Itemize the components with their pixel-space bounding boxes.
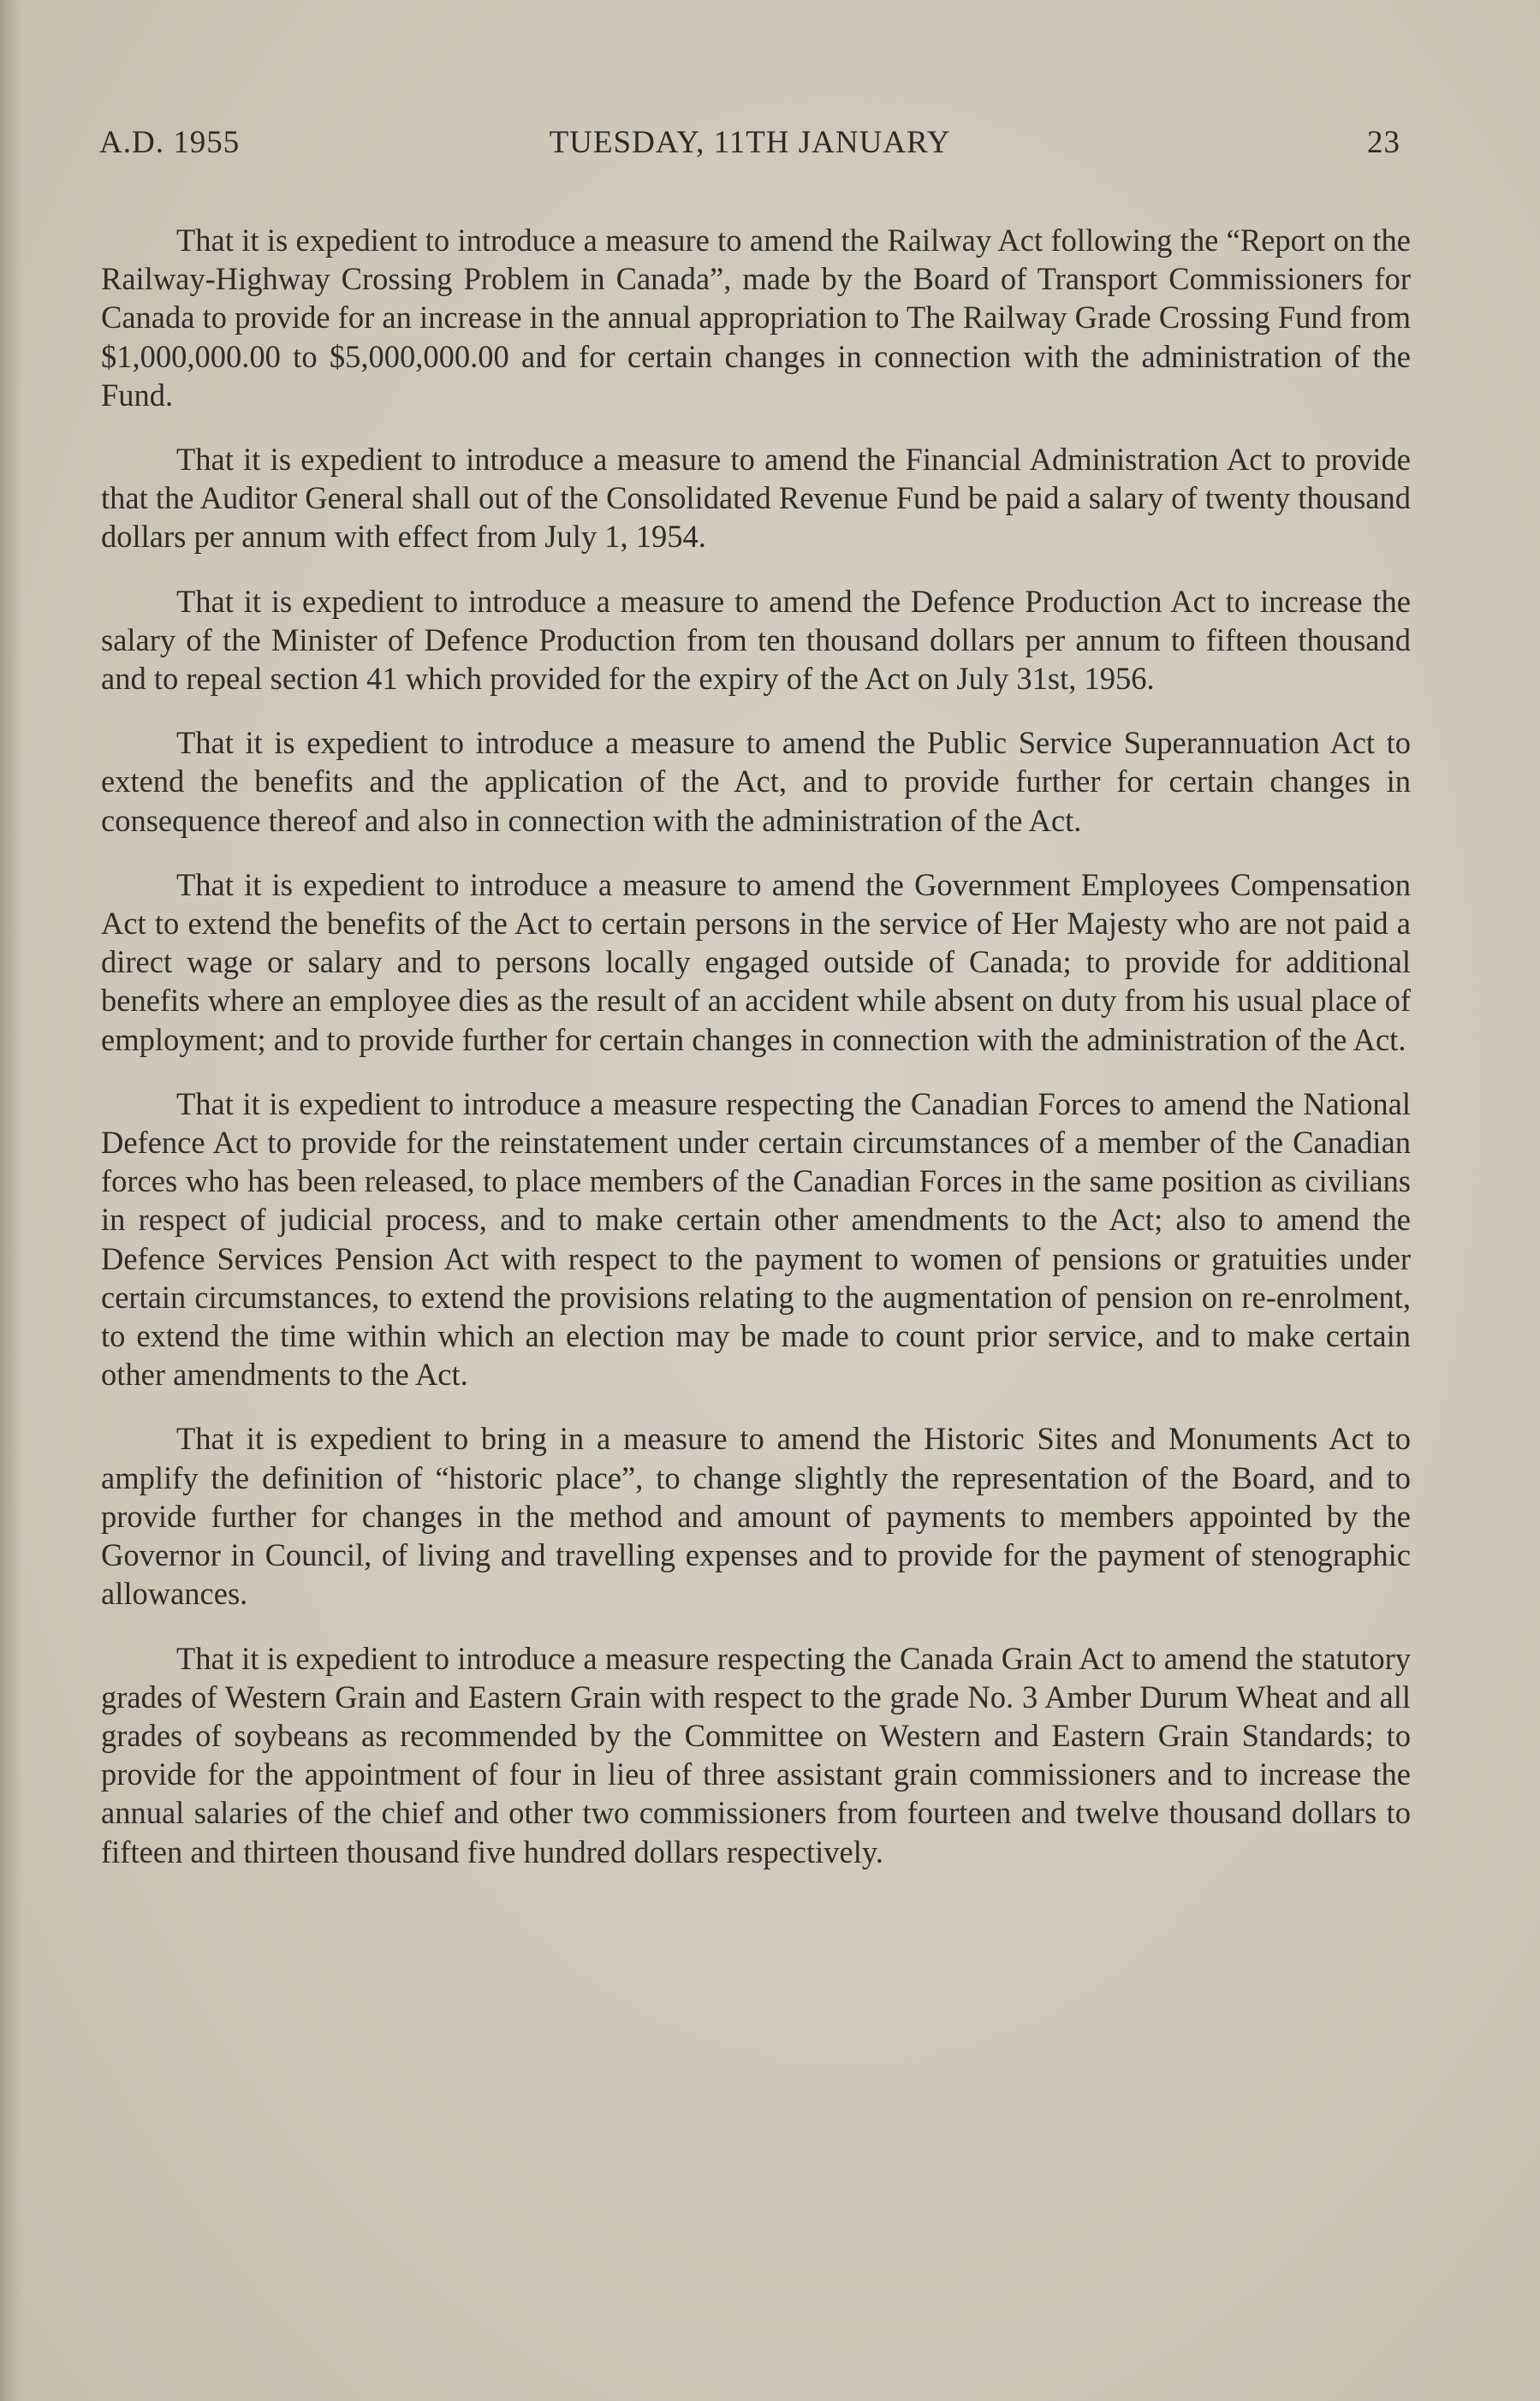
paragraph-public-service-superannuation-act: That it is expedient to introduce a measure to amend the Public Service Superannuation Act to extend the benefits and the application of the Act, and to provide further for certain changes in consequence thereof and also in connection with the administration of the Act.: [101, 725, 1411, 838]
paragraph-canadian-forces: That it is expedient to introduce a measure respecting the Canadian Forces to amend the National Defence Act to provide for the reinstatement under certain circumstances of a member of the Canadian forces who has been released, to place members of the Canadian Forces in the same position as civilians in respect of judicial process, and to make certain other amendments to the Act; also to amend the Defence Services Pension Act with respect to the payment to women of pensions or gratuities under certain circumstances, to extend the provisions relating to the augmentation of pension on re-enrolment, to extend the time within which an election may be made to count prior service, and to make certain other amendments to the Act.: [101, 1085, 1411, 1393]
header-year: A.D. 1955: [99, 125, 241, 160]
header-date: TUESDAY, 11TH JANUARY: [549, 125, 951, 160]
document-body: [101, 221, 1411, 1897]
page-header: [99, 124, 1400, 175]
binding-edge: [0, 0, 22, 2401]
paragraph-railway-act: That it is expedient to introduce a measure to amend the Railway Act following the “Report on the Railway-Highway Crossing Problem in Canada”, made by the Board of Transport Commissioners for Canada to provide for an increase in the annual appropriation to The Railway Grade Crossing Fund from $1,000,000.00 to $5,000,000.00 and for certain changes in connection with the administration of the Fund.: [101, 223, 1411, 413]
paragraph-government-employees-compensation-act: That it is expedient to introduce a measure to amend the Government Employees Compensation Act to extend the benefits of the Act to certain persons in the service of Her Majesty who are not paid a direct wage or salary and to persons locally engaged outside of Canada; to provide for additional benefits where an employee dies as the result of an accident while absent on duty from his usual place of employment; and to provide further for certain changes in connection with the administration of the Act.: [101, 866, 1411, 1057]
page-number: 23: [1367, 125, 1400, 160]
paragraph-canada-grain-act: That it is expedient to introduce a measure respecting the Canada Grain Act to amend the statutory grades of Western Grain and Eastern Grain with respect to the grade No. 3 Amber Durum Wheat and all grades of soybeans as recommended by the Committee on Western and Eastern Grain Standards; to provide for the appointment of four in lieu of three assistant grain commissioners and to increase the annual salaries of the chief and other two commissioners from fourteen and twelve thousand dollars to fifteen and thirteen thousand five hundred dollars respectively.: [101, 1640, 1411, 1869]
paragraph-defence-production-act: That it is expedient to introduce a measure to amend the Defence Production Act to increase the salary of the Minister of Defence Production from ten thousand dollars per annum to fifteen thousand and to repeal section 41 which provided for the expiry of the Act on July 31st, 1956.: [101, 583, 1411, 697]
paragraph-financial-administration-act: That it is expedient to introduce a measure to amend the Financial Administration Act to provide that the Auditor General shall out of the Consolidated Revenue Fund be paid a salary of twenty thousand dollars per annum with effect from July 1, 1954.: [101, 442, 1411, 555]
paragraph-historic-sites-act: That it is expedient to bring in a measure to amend the Historic Sites and Monuments Act to amplify the definition of “historic place”, to change slightly the representation of the Board, and to provide further for changes in the method and amount of payments to members appointed by the Governor in Council, of living and travelling expenses and to provide for the payment of stenographic allowances.: [101, 1421, 1411, 1612]
